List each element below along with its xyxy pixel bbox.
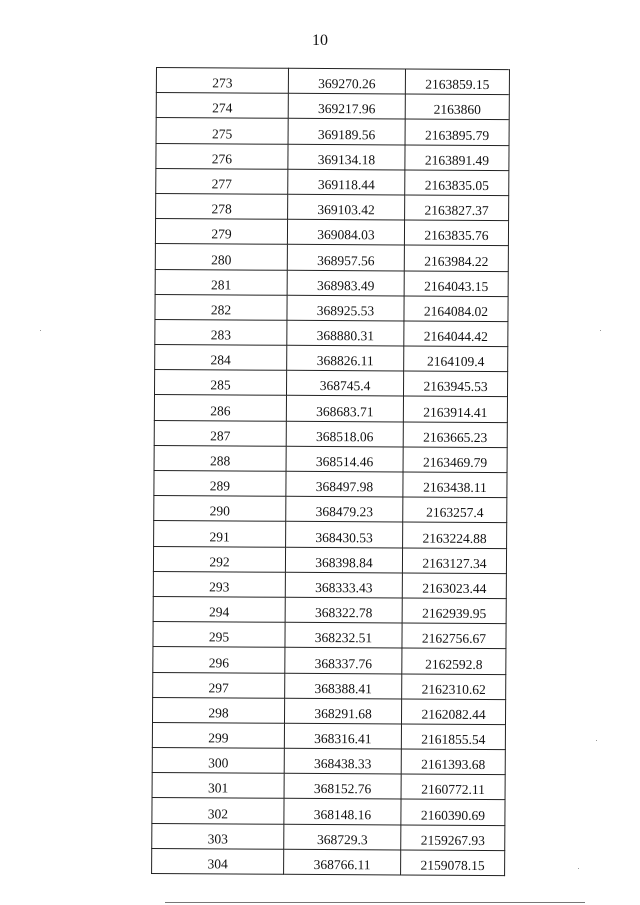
x-coordinate-cell: 369134.18: [288, 144, 405, 170]
point-number-cell: 281: [155, 269, 287, 295]
point-number-cell: 277: [156, 168, 288, 194]
table-row: [154, 420, 507, 447]
table-row: [156, 93, 509, 120]
x-coordinate-cell: 369217.96: [288, 93, 405, 119]
x-coordinate-cell: 368333.43: [285, 572, 402, 598]
table-row: [156, 118, 509, 145]
x-coordinate-cell: 368479.23: [286, 496, 403, 522]
table-row: [154, 470, 507, 497]
point-number-cell: 296: [153, 647, 285, 673]
table-row: [154, 395, 507, 422]
x-coordinate-cell: 368983.49: [287, 270, 404, 296]
x-coordinate-cell: 368880.31: [287, 320, 404, 346]
x-coordinate-cell: 368925.53: [287, 295, 404, 321]
coordinates-table-container: [151, 67, 510, 876]
point-number-cell: 286: [154, 395, 286, 421]
page-number: 10: [312, 32, 328, 49]
point-number-cell: 283: [155, 319, 287, 345]
y-coordinate-cell: 2164109.4: [404, 346, 508, 372]
point-number-cell: 282: [155, 294, 287, 320]
x-coordinate-cell: 368232.51: [285, 622, 402, 648]
scan-speck: [596, 740, 597, 741]
y-coordinate-cell: 2162310.62: [402, 674, 506, 700]
y-coordinate-cell: 2163891.49: [405, 145, 509, 171]
table-row: [152, 697, 505, 724]
table-row: [155, 294, 508, 321]
x-coordinate-cell: 368398.84: [285, 547, 402, 573]
table-row: [155, 345, 508, 372]
point-number-cell: 274: [156, 93, 288, 119]
page-bottom-border: [165, 902, 585, 903]
x-coordinate-cell: 368745.4: [286, 371, 403, 397]
point-number-cell: 275: [156, 118, 288, 144]
table-row: [153, 596, 506, 623]
x-coordinate-cell: 369103.42: [288, 194, 405, 220]
point-number-cell: 284: [155, 345, 287, 371]
table-row: [153, 622, 506, 649]
y-coordinate-cell: 2159267.93: [401, 825, 505, 851]
point-number-cell: 297: [153, 672, 285, 698]
x-coordinate-cell: 369270.26: [288, 68, 405, 94]
table-row: [156, 193, 509, 220]
table-row: [152, 848, 505, 875]
point-number-cell: 290: [154, 496, 286, 522]
table-row: [156, 68, 509, 95]
y-coordinate-cell: 2163469.79: [403, 447, 507, 473]
x-coordinate-cell: 368430.53: [286, 522, 403, 548]
table-row: [153, 647, 506, 674]
table-row: [155, 269, 508, 296]
table-row: [154, 521, 507, 548]
x-coordinate-cell: 368322.78: [285, 597, 402, 623]
point-number-cell: 294: [153, 596, 285, 622]
x-coordinate-cell: 369118.44: [288, 169, 405, 195]
x-coordinate-cell: 368438.33: [284, 748, 401, 774]
y-coordinate-cell: 2162592.8: [402, 648, 506, 674]
y-coordinate-cell: 2159078.15: [401, 850, 505, 876]
point-number-cell: 285: [154, 370, 286, 396]
x-coordinate-cell: 368957.56: [287, 245, 404, 271]
point-number-cell: 299: [152, 722, 284, 748]
table-row: [155, 244, 508, 271]
table-row: [153, 546, 506, 573]
point-number-cell: 278: [156, 193, 288, 219]
point-number-cell: 292: [153, 546, 285, 572]
point-number-cell: 300: [152, 748, 284, 774]
y-coordinate-cell: 2162082.44: [401, 699, 505, 725]
table-row: [156, 143, 509, 170]
scan-speck: [600, 330, 601, 331]
table-row: [156, 168, 509, 195]
y-coordinate-cell: 2163224.88: [403, 522, 507, 548]
table-row: [153, 571, 506, 598]
y-coordinate-cell: 2163835.76: [404, 220, 508, 246]
y-coordinate-cell: 2163835.05: [405, 170, 509, 196]
x-coordinate-cell: 369084.03: [287, 219, 404, 245]
y-coordinate-cell: 2164084.02: [404, 296, 508, 322]
point-number-cell: 289: [154, 470, 286, 496]
y-coordinate-cell: 2163827.37: [405, 195, 509, 221]
table-row: [152, 748, 505, 775]
table-row: [152, 722, 505, 749]
table-row: [154, 370, 507, 397]
y-coordinate-cell: 2163984.22: [404, 245, 508, 271]
x-coordinate-cell: 368148.16: [284, 799, 401, 825]
point-number-cell: 288: [154, 445, 286, 471]
table-row: [155, 219, 508, 246]
x-coordinate-cell: 368766.11: [284, 849, 401, 875]
table-row: [154, 445, 507, 472]
point-number-cell: 273: [156, 68, 288, 94]
point-number-cell: 293: [153, 571, 285, 597]
y-coordinate-cell: 2163023.44: [402, 573, 506, 599]
point-number-cell: 302: [152, 798, 284, 824]
x-coordinate-cell: 368514.46: [286, 446, 403, 472]
table-row: [154, 496, 507, 523]
table-row: [153, 672, 506, 699]
table-row: [152, 823, 505, 850]
x-coordinate-cell: 368518.06: [286, 421, 403, 447]
y-coordinate-cell: 2163438.11: [403, 472, 507, 498]
x-coordinate-cell: 369189.56: [288, 119, 405, 145]
y-coordinate-cell: 2163914.41: [403, 396, 507, 422]
y-coordinate-cell: 2163860: [405, 94, 509, 120]
table-row: [155, 319, 508, 346]
y-coordinate-cell: 2160390.69: [401, 799, 505, 825]
y-coordinate-cell: 2162756.67: [402, 623, 506, 649]
y-coordinate-cell: 2163859.15: [405, 69, 509, 95]
coordinates-table-body: [152, 68, 510, 876]
x-coordinate-cell: 368826.11: [287, 345, 404, 371]
y-coordinate-cell: 2163665.23: [403, 422, 507, 448]
x-coordinate-cell: 368337.76: [285, 648, 402, 674]
x-coordinate-cell: 368388.41: [285, 673, 402, 699]
y-coordinate-cell: 2161855.54: [401, 724, 505, 750]
y-coordinate-cell: 2161393.68: [401, 749, 505, 775]
point-number-cell: 295: [153, 622, 285, 648]
point-number-cell: 276: [156, 143, 288, 169]
point-number-cell: 291: [154, 521, 286, 547]
coordinates-table: [151, 67, 510, 876]
point-number-cell: 301: [152, 773, 284, 799]
table-row: [152, 798, 505, 825]
table-row: [152, 773, 505, 800]
y-coordinate-cell: 2163127.34: [402, 548, 506, 574]
point-number-cell: 279: [155, 219, 287, 245]
y-coordinate-cell: 2163945.53: [403, 371, 507, 397]
scan-speck: [40, 330, 41, 331]
point-number-cell: 287: [154, 420, 286, 446]
x-coordinate-cell: 368729.3: [284, 824, 401, 850]
y-coordinate-cell: 2164044.42: [404, 321, 508, 347]
point-number-cell: 304: [152, 848, 284, 874]
point-number-cell: 298: [152, 697, 284, 723]
y-coordinate-cell: 2163257.4: [403, 497, 507, 523]
x-coordinate-cell: 368497.98: [286, 471, 403, 497]
scan-speck: [578, 868, 579, 869]
y-coordinate-cell: 2164043.15: [404, 271, 508, 297]
x-coordinate-cell: 368291.68: [284, 698, 401, 724]
x-coordinate-cell: 368152.76: [284, 774, 401, 800]
x-coordinate-cell: 368316.41: [284, 723, 401, 749]
y-coordinate-cell: 2163895.79: [405, 119, 509, 145]
point-number-cell: 280: [155, 244, 287, 270]
y-coordinate-cell: 2162939.95: [402, 598, 506, 624]
x-coordinate-cell: 368683.71: [286, 396, 403, 422]
y-coordinate-cell: 2160772.11: [401, 774, 505, 800]
point-number-cell: 303: [152, 823, 284, 849]
